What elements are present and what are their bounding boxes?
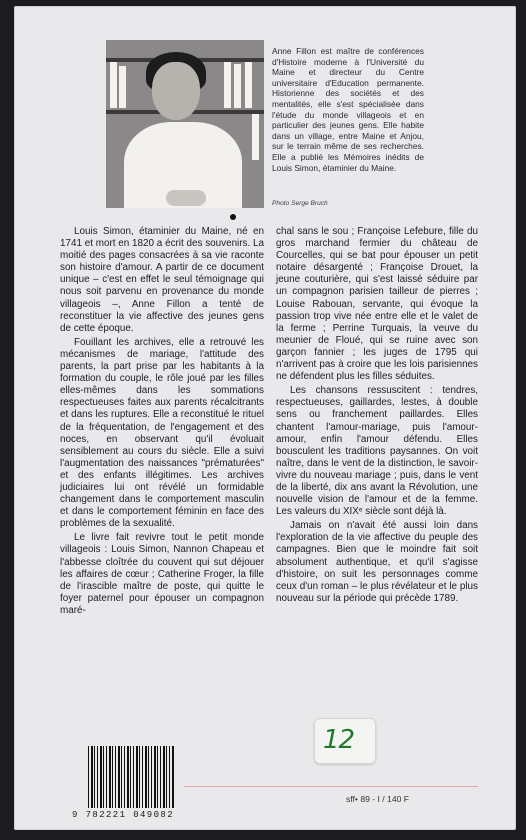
book-spine bbox=[119, 66, 126, 108]
book-back-cover bbox=[14, 6, 516, 830]
barcode bbox=[88, 746, 174, 808]
sticker-number: 12 bbox=[323, 725, 355, 755]
book-spine bbox=[110, 62, 117, 108]
author-face bbox=[152, 62, 200, 120]
blurb-left-column bbox=[60, 226, 264, 619]
author-bio: Anne Fillon est maître de conférences d'Histoire moderne à l'Université du Maine et directeur du Centre universitaire d'Education permanente. Historienne des sociétés et des mentalités, elle s'est spécialisée dans l'étude du monde villageois et en particulier des jeunes gens. Elle habite dans un village, entre Maine et Anjou, sur le terrain même de ses recherches. Elle a publié les Mémoires inédits de Louis Simon, étaminier du Maine. bbox=[272, 46, 424, 173]
blurb-paragraph: Les chansons ressuscitent : tendres, respectueuses, gaillardes, lestes, à double sens ou franchement paillardes. Elles chantent l'amour-mariage, puis l'amour-amour, enfin l'amour défendu. Elles bousculent les traditions paysannes. On voit naître, dans le vent de la distinction, le savoir-vivre du nouveau mariage ; puis, dans le vent de la liberté, dix ans avant la Révolution, une nouvelle vision de l'amour et de la femme. Les valeurs du XIXᵉ siècle sont déjà là. bbox=[276, 385, 478, 518]
book-spine bbox=[245, 62, 252, 108]
author-photo bbox=[106, 40, 264, 208]
price-divider bbox=[184, 786, 478, 787]
book-spine bbox=[234, 64, 241, 108]
blurb-paragraph: Louis Simon, étaminier du Maine, né en 1741 et mort en 1820 a écrit des souvenirs. La moitié des pages consacrées à sa vie raconte son histoire d'amour. A partir de ce document unique – c'est en effet le seul témoignage qui nous soit parvenu en provenance du monde villageois –, Anne Fillon a tenté de reconstituer la vie affective des jeunes gens de cette époque. bbox=[60, 226, 264, 334]
price-code: sff• 89 - I / 140 F bbox=[346, 794, 410, 804]
author-hands bbox=[166, 190, 206, 206]
book-spine bbox=[224, 62, 231, 108]
photo-credit: Photo Serge Bruch bbox=[272, 200, 328, 207]
blurb-paragraph: Jamais on n'avait été aussi loin dans l'exploration de la vie affective du peuple des campagnes. Bien que le moindre fait soit absolument authentique, et qu'il s'agisse d'histoire, on suit les personnages comme ceux d'un roman – le plus révélateur et le plus nouveau sur la période qui précède 1789. bbox=[276, 520, 478, 604]
barcode-digits: 9 782221 049082 bbox=[72, 810, 175, 820]
blurb-paragraph: Fouillant les archives, elle a retrouvé les mécanismes de mariage, l'attitude des parents, la part prise par les habitants à la formation du couple, le rôle joué par les filles elles-mêmes dans les sommations respectueuses faites aux parents récalcitrants et dans les ruptures. Elle a reconstitué le rituel de la fréquentation, de l'engagement et des noces, en observant qu'il évoluait sensiblement au cours du siècle. Elle a suivi l'augmentation des naissances "prématurées" et des enfants illégitimes. Les archives judiciaires lui ont révélé un formidable changement dans le comportement masculin et dans le comportement féminin en face des problèmes de la sexualité. bbox=[60, 336, 264, 530]
blurb-paragraph: Le livre fait revivre tout le petit monde villageois : Louis Simon, Nannon Chapeau et l'abbesse cloîtrée du couvent qui sut déjouer les affaires de cœur ; Catherine Froger, la fille de l'irascible maître de poste, qui quitte le foyer paternel pour épouser un compagnon maré- bbox=[60, 532, 264, 616]
blurb-paragraph: chal sans le sou ; Françoise Lefebure, fille du gros marchand fermier du château de Courcelles, qui se bat pour épouser un petit notaire désargenté ; Françoise Drouet, la jeune couturière, qui s'est laissé séduire par un compagnon parisien tailleur de pierres ; Louise Rabouan, servante, qui évoque la passion trop vive née entre elle et le valet de la ferme ; Perrine Turquais, la veuve du meunier de Floué, qui se ruine avec son garçon fannier ; les juges de 1795 qui n'arrivent pas à croire que les lois parisiennes ne défendent plus les filles séduites. bbox=[276, 226, 478, 383]
book-spine bbox=[252, 114, 259, 160]
price-sticker bbox=[314, 718, 376, 764]
bullet-mark bbox=[230, 214, 236, 220]
blurb-right-column bbox=[276, 226, 478, 607]
